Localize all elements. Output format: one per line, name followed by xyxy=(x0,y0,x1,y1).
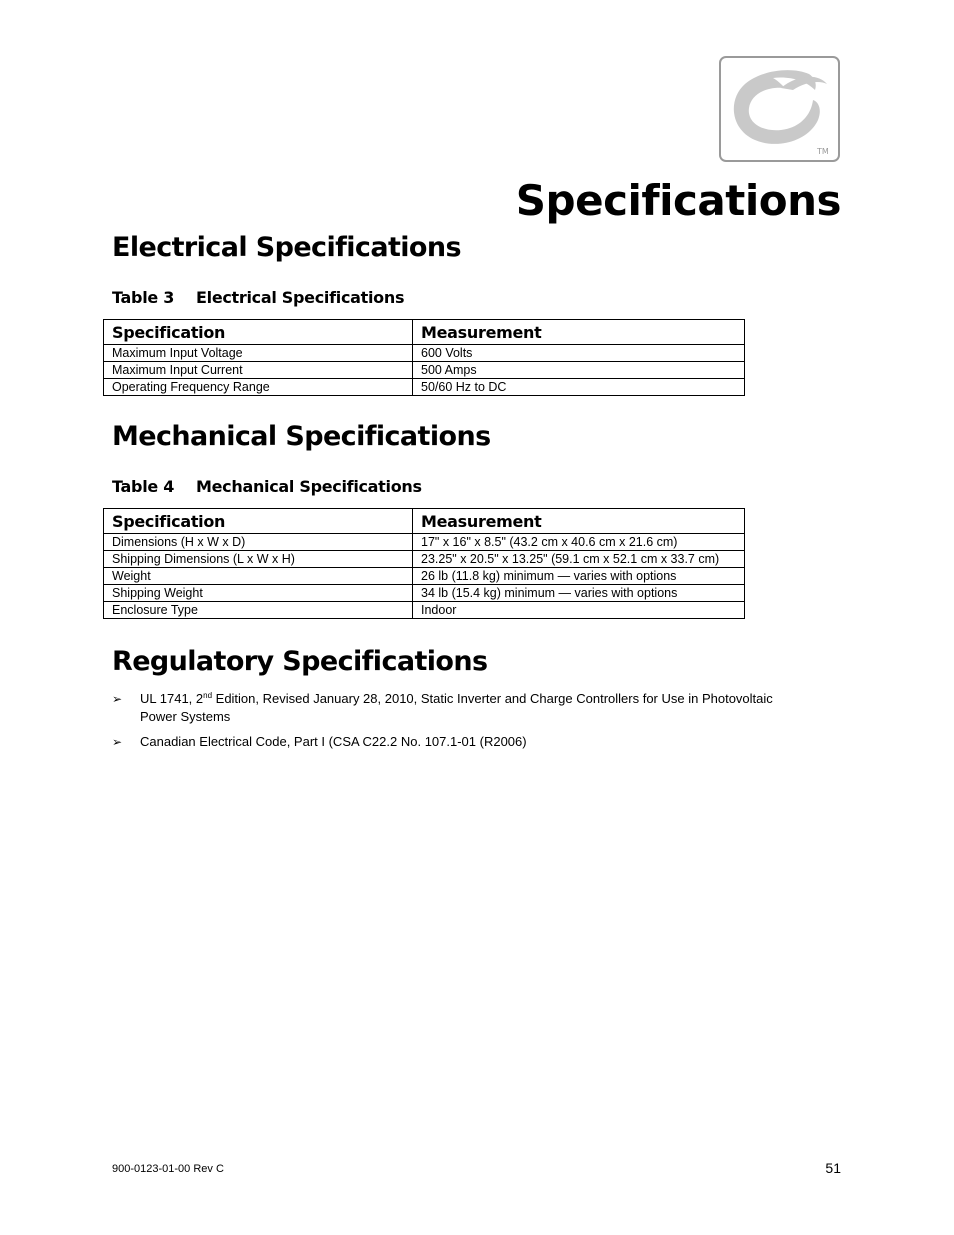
measurement-cell: 23.25" x 20.5" x 13.25" (59.1 cm x 52.1 cm x 33.7 cm) xyxy=(413,551,745,568)
table-row xyxy=(104,345,745,362)
measurement-cell: 34 lb (15.4 kg) minimum — varies with options xyxy=(413,585,745,602)
table-header-row xyxy=(104,509,745,534)
document-number: 900-0123-01-00 Rev C xyxy=(112,1163,224,1175)
ordinal-suffix: nd xyxy=(203,691,213,700)
measurement-cell: 600 Volts xyxy=(413,345,745,362)
table-header-row xyxy=(104,320,745,345)
page-title: Specifications xyxy=(515,176,841,225)
spec-cell: Shipping Weight xyxy=(104,585,413,602)
spec-cell: Enclosure Type xyxy=(104,602,413,619)
table-3-caption xyxy=(112,288,404,307)
spec-cell: Maximum Input Current xyxy=(104,362,413,379)
column-header-specification: Specification xyxy=(104,320,413,345)
measurement-cell: 50/60 Hz to DC xyxy=(413,379,745,396)
page-number: 51 xyxy=(825,1160,841,1176)
arrow-bullet-icon: ➢ xyxy=(112,692,123,706)
table-row xyxy=(104,568,745,585)
spec-cell: Dimensions (H x W x D) xyxy=(104,534,413,551)
mechanical-heading: Mechanical Specifications xyxy=(112,421,491,452)
spec-cell: Shipping Dimensions (L x W x H) xyxy=(104,551,413,568)
spec-cell: Weight xyxy=(104,568,413,585)
measurement-cell: 17" x 16" x 8.5" (43.2 cm x 40.6 cm x 21.6 cm) xyxy=(413,534,745,551)
electrical-heading: Electrical Specifications xyxy=(112,232,461,263)
measurement-cell: 26 lb (11.8 kg) minimum — varies with options xyxy=(413,568,745,585)
table-4-title: Mechanical Specifications xyxy=(196,477,422,496)
list-item xyxy=(112,733,792,751)
spec-cell: Operating Frequency Range xyxy=(104,379,413,396)
table-4-number: Table 4 xyxy=(112,477,175,496)
table-3-number: Table 3 xyxy=(112,288,175,307)
mechanical-table xyxy=(103,508,745,619)
regulatory-list xyxy=(112,690,792,758)
table-row xyxy=(104,534,745,551)
electrical-table xyxy=(103,319,745,396)
trademark-label: TM xyxy=(817,147,829,156)
list-item xyxy=(112,690,792,726)
list-item-text-end: Edition, Revised January 28, 2010, Static Inverter and Charge Controllers for Use in Photovoltaic Power Systems xyxy=(140,691,773,724)
measurement-cell: 500 Amps xyxy=(413,362,745,379)
spec-cell: Maximum Input Voltage xyxy=(104,345,413,362)
swirl-logo-icon xyxy=(719,56,840,162)
table-row xyxy=(104,585,745,602)
measurement-cell: Indoor xyxy=(413,602,745,619)
list-item-text-start: UL 1741, 2 xyxy=(140,691,204,706)
column-header-measurement: Measurement xyxy=(413,509,745,534)
list-item-text: Canadian Electrical Code, Part I (CSA C22.2 No. 107.1-01 (R2006) xyxy=(140,734,527,749)
table-row xyxy=(104,362,745,379)
table-3-title: Electrical Specifications xyxy=(196,288,405,307)
table-row xyxy=(104,551,745,568)
table-4-caption xyxy=(112,477,422,496)
column-header-measurement: Measurement xyxy=(413,320,745,345)
arrow-bullet-icon: ➢ xyxy=(112,735,123,749)
regulatory-heading: Regulatory Specifications xyxy=(112,646,488,677)
column-header-specification: Specification xyxy=(104,509,413,534)
table-row xyxy=(104,379,745,396)
table-row xyxy=(104,602,745,619)
